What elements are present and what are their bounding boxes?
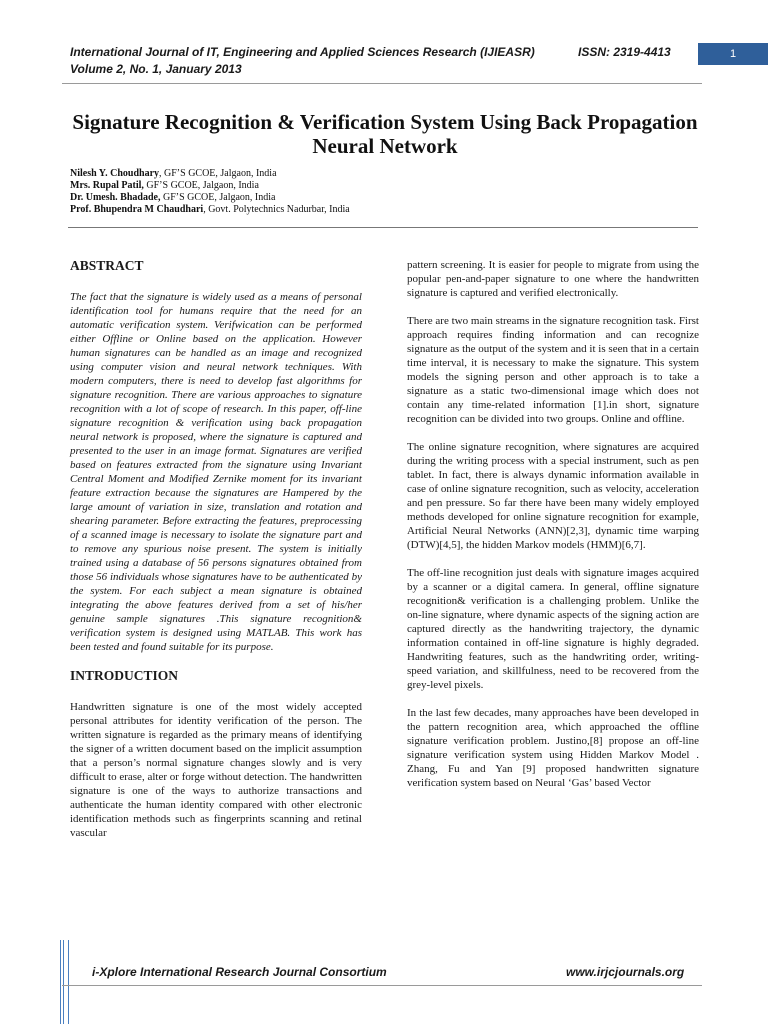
header-divider <box>62 83 702 84</box>
introduction-heading: INTRODUCTION <box>70 668 179 683</box>
author-line <box>70 192 410 204</box>
page-number: 1 <box>698 43 768 65</box>
author-line <box>70 204 410 216</box>
journal-title: International Journal of IT, Engineering and Applied Sciences Research (IJIEASR) <box>70 45 535 59</box>
author-name: Mrs. Rupal Patil, <box>70 180 144 191</box>
author-divider <box>68 227 698 228</box>
left-column <box>70 258 362 854</box>
footer-vertical-rule <box>60 940 69 1024</box>
paragraph: pattern screening. It is easier for people to migrate from using the popular pen-and-paper signature to one where the handwritten signature is captured and verified electronically. <box>407 259 699 299</box>
volume-info: Volume 2, No. 1, January 2013 <box>70 62 242 76</box>
author-name: Dr. Umesh. Bhadade, <box>70 192 161 203</box>
author-line <box>70 168 410 180</box>
paragraph: In the last few decades, many approaches have been developed in the pattern recognition area, which approached the offline signature verification problem. Justino,[8] propose an off-line signature verification system using Hidden Markov Model . Zhang, Fu and Yan [9] proposed handwritten signature verification system based on Neural ‘Gas’ based Vector <box>407 707 699 789</box>
author-list <box>70 168 410 216</box>
abstract-heading: ABSTRACT <box>70 258 144 273</box>
paper-title: Signature Recognition & Verification System Using Back Propagation Neural Network <box>72 110 698 158</box>
author-name: Prof. Bhupendra M Chaudhari <box>70 204 204 215</box>
abstract-text: The fact that the signature is widely used as a means of personal identification tool for humans require that the need for an automatic verification system. Verifwication can be performed either Offline or Online based on the application. However human signatures can be handled as an image and recognized using computer vision and neural network techniques. With modern computers, there is need to develop fast algorithms for signature recognition. There are various approaches to signature recognition with a lot of scope of research. In this paper, off-line signature recognition & verification using back propagation neural network is proposed, where the signature is captured and presented to the user in an image format. Signatures are verified based on features extracted from the signature using Invariant Central Moment and Modified Zernike moment for its invariant feature extraction because the signatures are Hampered by the large amount of variation in size, translation and rotation and shearing parameter. Before extracting the features, preprocessing of a scanned image is necessary to isolate the signature part and to remove any spurious noise present. The system is initially trained using a database of 56 persons signatures obtained from those 56 individuals whose signatures have to be authenticated by the system. For each subject a mean signature is obtained integrating the above features derived from a set of his/her genuine sample signatures .This signature recognition& verification system is designed using MATLAB. This work has been tested and found suitable for its purpose. <box>70 291 362 653</box>
paragraph: There are two main streams in the signature recognition task. First approach requires finding information and can recognize signature as the output of the system and it is seen that in a certain time interval, it is necessary to make the signature. This system models the signing person and other approach is to take a signature as a static two-dimensional image which does not contain any time-related information [1].in short, signature recognition can be divided into two groups. Online and offline. <box>407 315 699 425</box>
issn: ISSN: 2319-4413 <box>578 45 671 59</box>
paragraph: The off-line recognition just deals with signature images acquired by a scanner or a digital camera. In general, offline signature recognition& verification is a challenging problem. Unlike the on-line signature, where dynamic aspects of the signing action are captured directly as the handwriting trajectory, the dynamic information contained in off-line signature is highly degraded. Handwriting features, such as the handwriting order, writing-speed variation, and skillfulness, need to be recovered from the grey-level pixels. <box>407 567 699 691</box>
paragraph: The online signature recognition, where signatures are acquired during the writing process with a special instrument, such as pen tablet. In fact, there is always dynamic information available in case of online signature recognition, such as velocity, acceleration and pen pressure. So far there have been many widely employed methods developed for online signature recognition for example, Artificial Neural Networks (ANN)[2,3], dynamic time warping (DTW)[4,5], the hidden Markov models (HMM)[6,7]. <box>407 441 699 551</box>
footer-divider <box>62 985 702 986</box>
author-affiliation: GF’S GCOE, Jalgaon, India <box>143 180 259 191</box>
author-affiliation: , GF’S GCOE, Jalgaon, India <box>159 168 277 179</box>
author-affiliation: , Govt. Polytechnics Nadurbar, India <box>203 204 350 215</box>
author-line <box>70 180 410 192</box>
author-name: Nilesh Y. Choudhary <box>70 168 160 179</box>
footer-consortium: i-Xplore International Research Journal Consortium <box>92 965 387 979</box>
introduction-text: Handwritten signature is one of the most widely accepted personal attributes for identity verification of the person. The written signature is regarded as the primary means of identifying the signer of a written document based on the implicit assumption that a person’s normal signature changes slowly and is very difficult to erase, alter or forge without detection. The handwritten signature is one of the ways to authorize transactions and authenticate the human identity compared with other electronic identification methods such as fingerprints scanning and retinal vascular <box>70 701 362 839</box>
footer-website: www.irjcjournals.org <box>566 965 685 979</box>
author-affiliation: GF’S GCOE, Jalgaon, India <box>160 192 276 203</box>
right-column <box>407 258 699 804</box>
